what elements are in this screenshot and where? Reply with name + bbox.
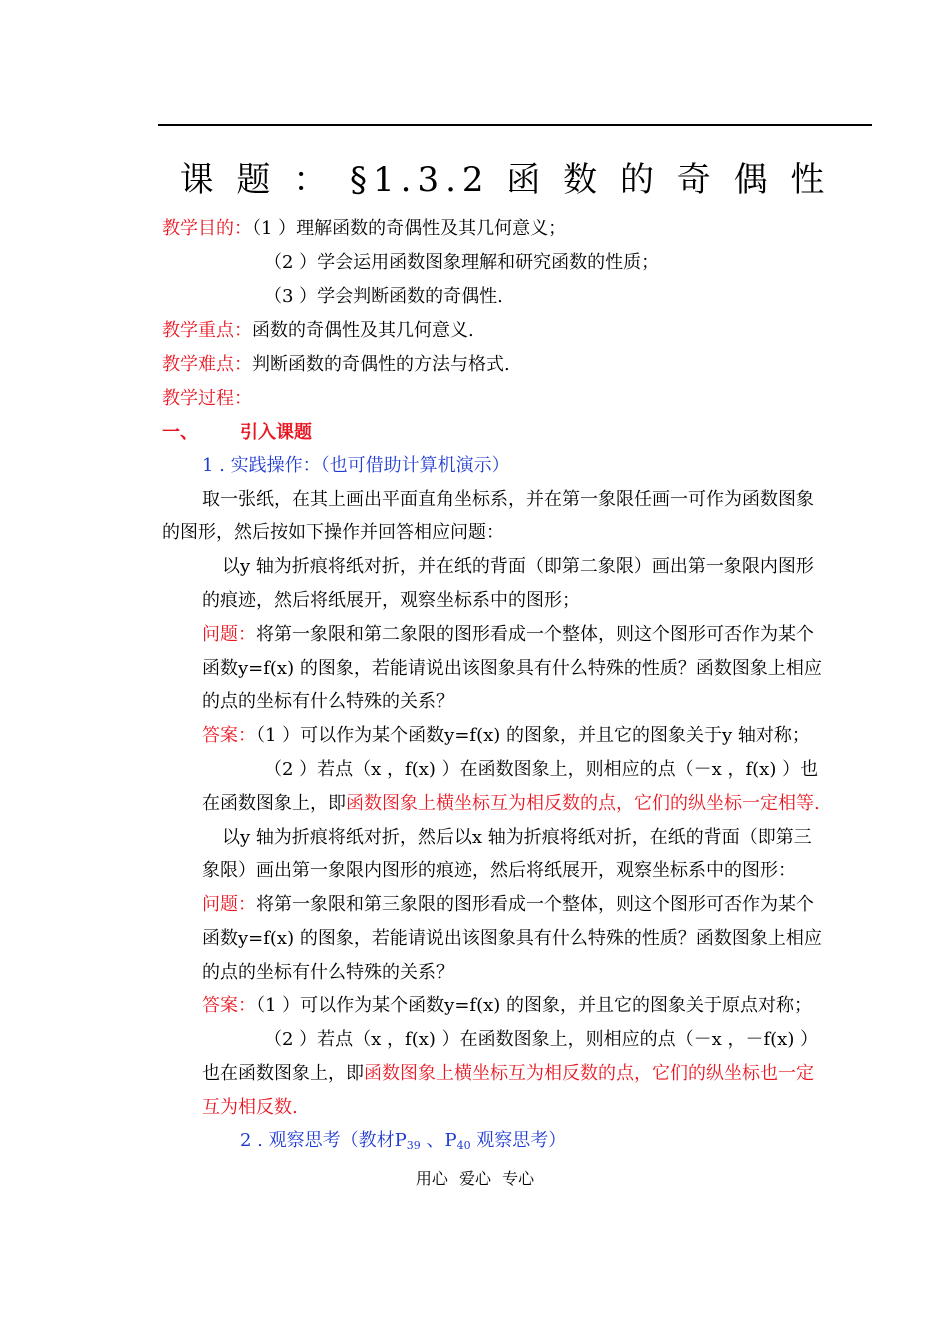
answer-label: 答案： (202, 725, 256, 746)
answer-text: （1 ）可以作为某个函数y=f(x) 的图象，并且它的图象关于原点对称； (256, 995, 813, 1016)
answer-highlight: 函数图象上横坐标互为相反数的点，它们的纵坐标一定相等. (346, 793, 820, 814)
key-point-text: 函数的奇偶性及其几何意义. (252, 320, 474, 341)
question-2-row (202, 893, 814, 917)
question-label: 问题： (202, 624, 256, 645)
step-2-line: 以y 轴为折痕将纸对折，然后以x 轴为折痕将纸对折，在纸的背面（即第三 (222, 827, 812, 848)
answer-2-line: （2 ）若点（x ，f(x) ）在函数图象上，则相应的点（－x ，－f(x) ） (264, 1029, 819, 1050)
objective-item: （3 ）学会判断函数的奇偶性. (264, 286, 503, 307)
answer-2-conclusion (202, 1062, 814, 1086)
question-2-line: 函数y=f(x) 的图象，若能请说出该图象具有什么特殊的性质？函数图象上相应 (202, 928, 822, 949)
step-1-line: 以y 轴为折痕将纸对折，并在纸的背面（即第二象限）画出第一象限内图形 (222, 556, 814, 577)
answer-text: 在函数图象上，即 (202, 793, 346, 814)
subsection-2-prefix: 2 . 观察思考（教材P (240, 1130, 407, 1151)
para-1-line: 的图形，然后按如下操作并回答相应问题： (162, 522, 504, 543)
answer-1-line: （2 ）若点（x ，f(x) ）在函数图象上，则相应的点（－x ，f(x) ）也 (264, 759, 819, 780)
objectives-label: 教学目的： (162, 218, 252, 239)
answer-highlight: 函数图象上横坐标互为相反数的点，它们的纵坐标也一定 (364, 1063, 814, 1084)
question-1-line: 的点的坐标有什么特殊的关系？ (202, 691, 454, 712)
subsection-2-suffix: 观察思考） (470, 1130, 567, 1151)
question-1-line: 函数y=f(x) 的图象，若能请说出该图象具有什么特殊的性质？函数图象上相应 (202, 658, 822, 679)
question-text: 将第一象限和第三象限的图形看成一个整体，则这个图形可否作为某个 (256, 894, 814, 915)
answer-1-row (202, 724, 810, 748)
answer-text: 也在函数图象上，即 (202, 1063, 364, 1084)
answer-text: （1 ）可以作为某个函数y=f(x) 的图象，并且它的图象关于y 轴对称； (256, 725, 810, 746)
difficulty-label: 教学难点： (162, 354, 252, 375)
key-point-row (162, 319, 474, 343)
process-label: 教学过程： (162, 388, 252, 409)
key-point-label: 教学重点： (162, 320, 252, 341)
subsection-2-heading (240, 1129, 566, 1158)
page-footer: 用心 爱心 专心 (415, 1169, 535, 1188)
question-label: 问题： (202, 894, 256, 915)
page-ref-40: 40 (456, 1139, 471, 1152)
question-text: 将第一象限和第二象限的图形看成一个整体，则这个图形可否作为某个 (256, 624, 814, 645)
page-ref-39: 39 (406, 1139, 421, 1152)
objective-item: （2 ）学会运用函数图象理解和研究函数的性质； (264, 252, 660, 273)
step-2-line: 象限）画出第一象限内图形的痕迹，然后将纸展开，观察坐标系中的图形： (202, 860, 796, 881)
difficulty-text: 判断函数的奇偶性的方法与格式. (252, 354, 510, 375)
page-title: 课 题 ： §1.3.2 函 数 的 奇 偶 性 (179, 160, 831, 200)
question-1-row (202, 623, 814, 647)
difficulty-row (162, 353, 510, 377)
section-1-title: 引入课题 (240, 422, 312, 443)
answer-1-conclusion (202, 792, 820, 816)
header-rule (158, 124, 872, 126)
answer-2-row (202, 994, 812, 1018)
section-1-number: 一、 (162, 422, 198, 443)
answer-label: 答案： (202, 995, 256, 1016)
subsection-1-heading: 1 . 实践操作：（也可借助计算机演示） (202, 455, 510, 476)
objective-item: （1 ）理解函数的奇偶性及其几何意义； (252, 218, 567, 239)
answer-2-highlight-end: 互为相反数. (202, 1097, 298, 1118)
question-2-line: 的点的坐标有什么特殊的关系？ (202, 962, 454, 983)
step-1-line: 的痕迹，然后将纸展开，观察坐标系中的图形； (202, 590, 580, 611)
subsection-2-mid: 、P (420, 1130, 457, 1151)
para-1-line: 取一张纸，在其上画出平面直角坐标系，并在第一象限任画一可作为函数图象 (202, 489, 814, 510)
objectives-row-1 (162, 217, 566, 241)
